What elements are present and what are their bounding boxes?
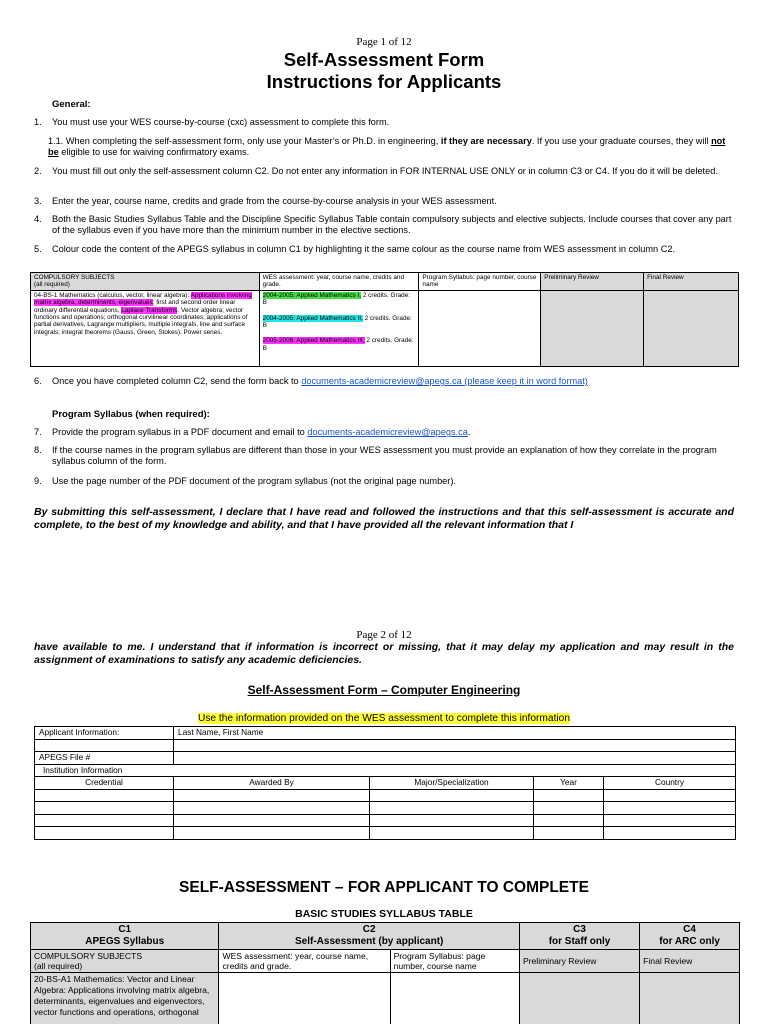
instruction-text: Use the page number of the PDF document of the program syllabus (not the original page number). [52,476,456,486]
instruction-text: You must use your WES course-by-course (cxc) assessment to complete this form. [52,117,390,127]
c3-label: for Staff only [548,936,611,947]
col-credential: Credential [35,777,174,790]
instruction-text [48,136,738,158]
instruction-number: 8. [34,445,42,455]
c4-label: for ARC only [659,936,720,947]
arc-review-cell [640,973,740,1024]
syllabus-row-math: 20-BS-A1 Mathematics: Vector and Linear Algebra: Applications involving matrix algebra, determinants, eigenvalues and eigenvectors, vector functions and operations, orthogonal [31,973,219,1024]
applicant-info-label: Applicant Information: [35,727,174,740]
instruction-part: eligible to use for waiving confirmatory exams. [58,147,250,157]
country-cell[interactable] [604,802,736,815]
instruction-3 [34,196,734,207]
col-major: Major/Specialization [370,777,534,790]
year-cell[interactable] [534,827,604,840]
year-cell[interactable] [534,802,604,815]
highlight-magenta: Laplace Transforms [121,306,178,314]
awarded-cell[interactable] [174,802,370,815]
instruction-number: 6. [34,376,42,386]
highlight-magenta: Applications involving matrix algebra, determinants, eigenvalues [34,291,252,307]
declaration-part-1: By submitting this self-assessment, I declare that I have read and followed the instructions and that this self-assessment is accurate and complete, to the best of my knowledge and ability, and that I have provided all the relevant information that I [34,506,734,531]
email-link[interactable]: documents-academicreview@apegs.ca [307,427,468,437]
instruction-number: 1.1. [48,136,64,146]
general-heading: General: [52,99,91,110]
instruction-5 [34,244,734,255]
instruction-8 [34,445,734,467]
wes-entry: 2 credits. Grade: B [262,291,411,307]
example-header-c1 [31,273,260,291]
program-syllabus-cell[interactable] [390,973,519,1024]
basic-studies-title: BASIC STUDIES SYLLABUS TABLE [295,908,473,920]
compulsory-note: (all required) [34,961,83,971]
instruction-number: 4. [34,214,42,224]
c3-code: C3 [573,924,586,935]
instruction-number: 1. [34,117,42,127]
name-entry-field[interactable] [174,739,736,752]
syllabus-text: . Vector algebra; vector functions and operations; orthogonal curvilinear coordinates; applications of partial derivatives, Lagrange multipliers, multiple integrals, line and surface integrals; integral theorems (Gauss, Green, Stokes). Power series. [34,306,248,336]
col-country: Country [604,777,736,790]
wes-assessment-header: WES assessment: year, course name, credits and grade. [219,950,390,973]
instruction-text: . [467,427,471,437]
instruction-9 [34,476,734,487]
final-review-header: Final Review [640,950,740,973]
form-title: Self-Assessment Form [283,49,485,70]
email-link[interactable]: documents-academicreview@apegs.ca (please keep it in word format) [301,376,588,386]
c2-code: C2 [362,924,376,935]
example-prelim-cell [541,290,644,366]
example-final-cell [644,290,739,366]
instruction-number: 9. [34,476,42,486]
computer-engineering-title: Self-Assessment Form – Computer Engineering [247,683,521,697]
credential-row [35,802,736,815]
instruction-emphasis: if they are necessary [440,136,532,146]
blank-cell [35,739,174,752]
instruction-number: 7. [34,427,42,437]
year-cell[interactable] [534,789,604,802]
c1-label: APEGS Syllabus [85,936,165,947]
name-field[interactable]: Last Name, First Name [174,727,736,740]
wes-entry: 2 credits. Grade: B [262,314,412,330]
c4-code: C4 [683,924,696,935]
instruction-part: . If you use your graduate courses, they will [531,136,712,146]
credential-cell[interactable] [35,827,174,840]
program-syllabus-heading: Program Syllabus (when required): [52,409,210,420]
instruction-text: Colour code the content of the APEGS syllabus in column C1 by highlighting it the same colour as the course name from WES assessment in column C2. [52,244,676,254]
awarded-cell[interactable] [174,827,370,840]
highlight-magenta: 2005-2006: Applied Mathematics III, [262,337,365,345]
instruction-6 [34,376,734,387]
declaration-part-2: have available to me. I understand that if information is incorrect or missing, that it may delay my application and may result in the assignment of examinations to satisfy any academic deficiencies. [34,641,734,666]
c1-code: C1 [118,924,132,935]
credential-cell[interactable] [35,814,174,827]
instruction-text: Enter the year, course name, credits and grade from the course-by-course analysis in your WES assessment. [52,196,497,206]
instruction-number: 2. [34,166,42,176]
page-2-number: Page 2 of 12 [356,629,412,641]
credential-row [35,789,736,802]
major-cell[interactable] [370,827,534,840]
instruction-text: Provide the program syllabus in a PDF document and email to [52,427,308,437]
country-cell[interactable] [604,814,736,827]
instruction-part: When completing the self-assessment form, only use your Master’s or Ph.D. in engineering, [65,136,441,146]
preliminary-review-header: Preliminary Review [519,950,639,973]
example-wes-cell [259,290,419,366]
program-syllabus-header: Program Syllabus: page number, course name [390,950,519,973]
year-cell[interactable] [534,814,604,827]
self-assessment-heading: SELF-ASSESSMENT – FOR APPLICANT TO COMPLETE [179,879,589,896]
major-cell[interactable] [370,789,534,802]
credential-row [35,814,736,827]
wes-note [0,713,768,724]
instruction-1-1 [48,136,738,158]
c4-header [640,923,740,950]
credential-cell[interactable] [35,789,174,802]
apegs-file-label: APEGS File # [35,752,174,765]
credential-row [35,827,736,840]
institution-header [35,764,736,777]
example-table [30,272,739,367]
syllabus-title: 04-BS-1 Mathematics (calculus, vector, linear algebra): [34,291,190,299]
applicant-info-table [34,726,736,840]
compulsory-subjects-cell [31,950,219,973]
awarded-cell[interactable] [174,814,370,827]
instruction-emphasis: not be [48,136,726,157]
country-cell[interactable] [604,789,736,802]
instruction-1 [34,117,734,128]
staff-review-cell [519,973,639,1024]
instruction-text: If the course names in the program syllabus are different than those in your WES assessment you must provide an explanation of how they correlate in the program syllabus column of the form. [52,445,717,466]
compulsory-label: COMPULSORY SUBJECTS [34,951,143,961]
header-text: COMPULSORY SUBJECTS [34,274,115,281]
example-header-c4: Preliminary Review [541,273,644,291]
instruction-text: Both the Basic Studies Syllabus Table and the Discipline Specific Syllabus Table contain compulsory subjects and elective subjects. Include courses that cover any part of the syllabus even if you have more than the minimum number in the elective sections. [52,214,732,235]
col-year: Year [534,777,604,790]
country-cell[interactable] [604,827,736,840]
example-header-c5: Final Review [644,273,739,291]
wes-entry-cell[interactable] [219,973,390,1024]
wes-note-text: Use the information provided on the WES assessment to complete this information [197,713,571,724]
syllabus-text: ; first and second order linear ordinary differential equations, [34,299,236,314]
col-awarded-by: Awarded By [174,777,370,790]
instruction-4 [34,214,734,236]
highlight-green: 2004-2005: Applied Mathematics I, [262,291,362,299]
form-subtitle: Instructions for Applicants [266,71,502,92]
wes-entry: 2 credits. Grade: B [262,337,414,352]
header-text: (all required) [34,281,70,289]
c2-header [219,923,519,950]
institution-label: Institution Information [43,764,123,775]
instruction-text: Once you have completed column C2, send the form back to [52,376,302,386]
highlight-cyan: 2004-2005: Applied Mathematics II, [262,314,363,322]
awarded-cell[interactable] [174,789,370,802]
example-syllabus-cell [31,290,260,366]
apegs-file-field[interactable] [174,752,736,765]
major-cell[interactable] [370,814,534,827]
instruction-number: 5. [34,244,42,254]
example-syllabus-page-cell[interactable] [419,290,541,366]
example-header-c2: WES assessment: year, course name, credits and grade. [259,273,419,291]
c1-header [31,923,219,950]
basic-studies-table [30,922,740,1024]
c2-label: Self-Assessment (by applicant) [295,936,444,947]
credential-cell[interactable] [35,802,174,815]
example-header-c3: Program Syllabus: page number, course name [419,273,541,291]
instruction-text: You must fill out only the self-assessment column C2. Do not enter any information in FOR INTERNAL USE ONLY or in column C3 or C4. If you do it will be deleted. [52,166,718,176]
page-1-number: Page 1 of 12 [356,36,412,48]
instruction-number: 3. [34,196,42,206]
c3-header [519,923,639,950]
major-cell[interactable] [370,802,534,815]
instruction-7 [34,427,734,438]
instruction-2 [34,166,734,177]
